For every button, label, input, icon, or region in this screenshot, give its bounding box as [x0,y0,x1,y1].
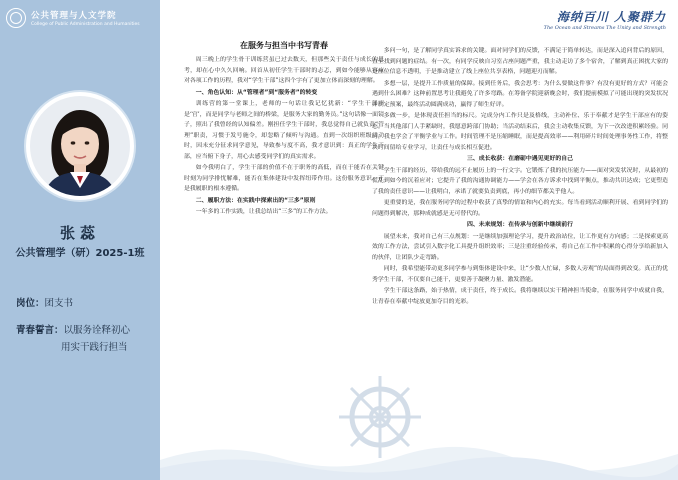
paragraph: 学生干部的经历，带给我的远不止履历上的一行文字。它锻炼了我的抗压能力——面对突发状况时，从最初的慌乱到如今的沉着应对；它提升了我的沟通协调能力——学会在各方诉求中找到平衡点，推动共识达成；它更塑造了我的责任意识——让我明白，承诺了就要负责到底，再小的细节都关乎他人。 [372,167,668,195]
logo-english: College of Public Administration and Humanities [31,22,140,27]
avatar-frame [26,92,134,200]
paragraph: 学生干部这条路，始于热情，成于责任，终于成长。我将继续以实干精神担当使命，在服务同学中成就自我，让青春在奉献中绽放更加夺目的光彩。 [372,288,668,305]
position-label: 岗位： [16,298,45,309]
paragraph: 多做一步，是体现责任担当的标尺。完成分内工作只是及格线，主动补位、乐于奉献才是学生干部应有的姿态。当其他部门人手紧缺时，我愿意跨部门协助；当活动结束后，我会主动收集反馈，为下一次改进积累经验。同时，我也学会了平衡学业与工作。时间管理不是压缩睡眠，而是提高效率——利用碎片时间处理事务性工作，将整块时间留给专业学习，让责任与成长相互促进。 [372,113,668,151]
logo-chinese: 公共管理与人文学院 [31,11,117,21]
college-logo [6,8,140,28]
section-heading: 二、履职方法：在实践中探索出的“三多”原则 [195,197,316,204]
college-seal-icon [6,8,26,28]
paragraph: 多想一层，是提升工作质量的保障。接到任务后，我会思考：为什么要做这件事？有没有更好的方式？可能会遇到什么困难？这种前置思考让我避免了许多弯路。在筹备学院迎新晚会时，我们提前模拟了可能出现的突发状况并制定预案，最终活动圆满成功，赢得了师生好评。 [372,80,668,108]
article-column-left [184,55,384,219]
article-column-right [372,46,668,308]
article-title: 在服务与担当中书写青春 [240,41,328,50]
profile-panel [0,0,160,480]
pledge-label: 青春誓言： [16,325,64,336]
paragraph: 如今我明白了，学生干部的价值不在于职务的高低，而在于能否在关键时刻为同学排忧解难，能否在集体建设中发挥纽带作用。这份服务意识，正是我履职的根本遵循。 [184,165,384,192]
position-row [16,295,73,309]
student-class: 公共管理学（研）2025-1班 [15,248,145,259]
slogan-chinese: 海纳百川 人聚群力 [556,10,666,24]
section-heading: 三、成长收获：在磨砺中遇见更好的自己 [466,156,574,162]
paragraph: 更重要的是，我在服务同学的过程中收获了真挚的情谊和内心的充实。每当看到活动顺利开展、看到同学们的问题得到解决，那种成就感是无可替代的。 [372,200,668,217]
article-page [160,0,678,480]
pledge-line-1: 以服务诠释初心 [63,325,131,336]
position-value: 团支书 [44,298,74,309]
paragraph: 一年多的工作实践，让我总结出“三多”的工作方法。 [195,209,332,215]
paragraph: 训练营的第一堂课上，老师的一句话让我记忆犹新：“学生干部不是‘官’，而是同学与老师之间的桥梁，是服务大家的勤务员。”这句话像一面镜子，照出了我曾经的认知偏差。刚担任学生干部时，我总觉得自己就负责“管理”职责，习惯于发号施令，却忽略了倾听与沟通。直到一次组织班级活动时，因未充分征求同学意见，导致参与度不高，我才意识到：真正的学生干部，应当俯下身子，用心去感受同学们的真实需求。 [184,101,384,160]
slogan-header [544,8,666,31]
paragraph: 同时，我希望能带动更多同学参与到集体建设中来，让“少数人忙碌，多数人旁观”的局面得到改变。真正的优秀学生干部，不仅要自己能干，更要善于凝聚力量、激发潜能。 [372,266,668,283]
section-heading: 四、未来规划：在传承与创新中继续前行 [466,222,574,228]
student-name: 张蕊 [59,224,100,242]
section-heading: 一、角色认知：从“管理者”到“服务者”的转变 [195,89,318,96]
paragraph: 周三晚上的学生骨干训练营虽已过去数天，但那些关于责任与成长的思考，却在心中久久回响。回首从初任学生干部时的忐忑，到如今能够从容应对各项工作的历程，我对“学生干部”这四个字有了更加立体而深刻的理解。 [184,57,384,84]
youth-pledge [16,322,130,356]
avatar [30,96,130,196]
slogan-english: The Ocean and Streams The Unity and Strength [543,25,666,31]
paragraph: 展望未来，我对自己有三点规划：一是继续加强理论学习，提升政治站位，让工作更有方向感；二是探索更高效的工作方法，尝试引入数字化工具提升组织效率；三是注重经验传承，将自己在工作中积累的心得分享给新加入的伙伴，让团队少走弯路。 [372,233,668,261]
ship-wheel-icon [335,372,425,462]
pledge-line-2: 用实干践行担当 [61,342,128,353]
paragraph: 多问一句，是了解同学真实诉求的关键。面对同学们的反馈，不满足于简单转达，而是深入追问背后的原因，直至找到问题的症结。有一次，有同学反映自习室占座问题严重，我主动走访了多个宿舍，了解到真正困扰大家的是座位信息不透明，于是推动建立了线上座位共享表格，问题迎刃而解。 [372,48,668,75]
